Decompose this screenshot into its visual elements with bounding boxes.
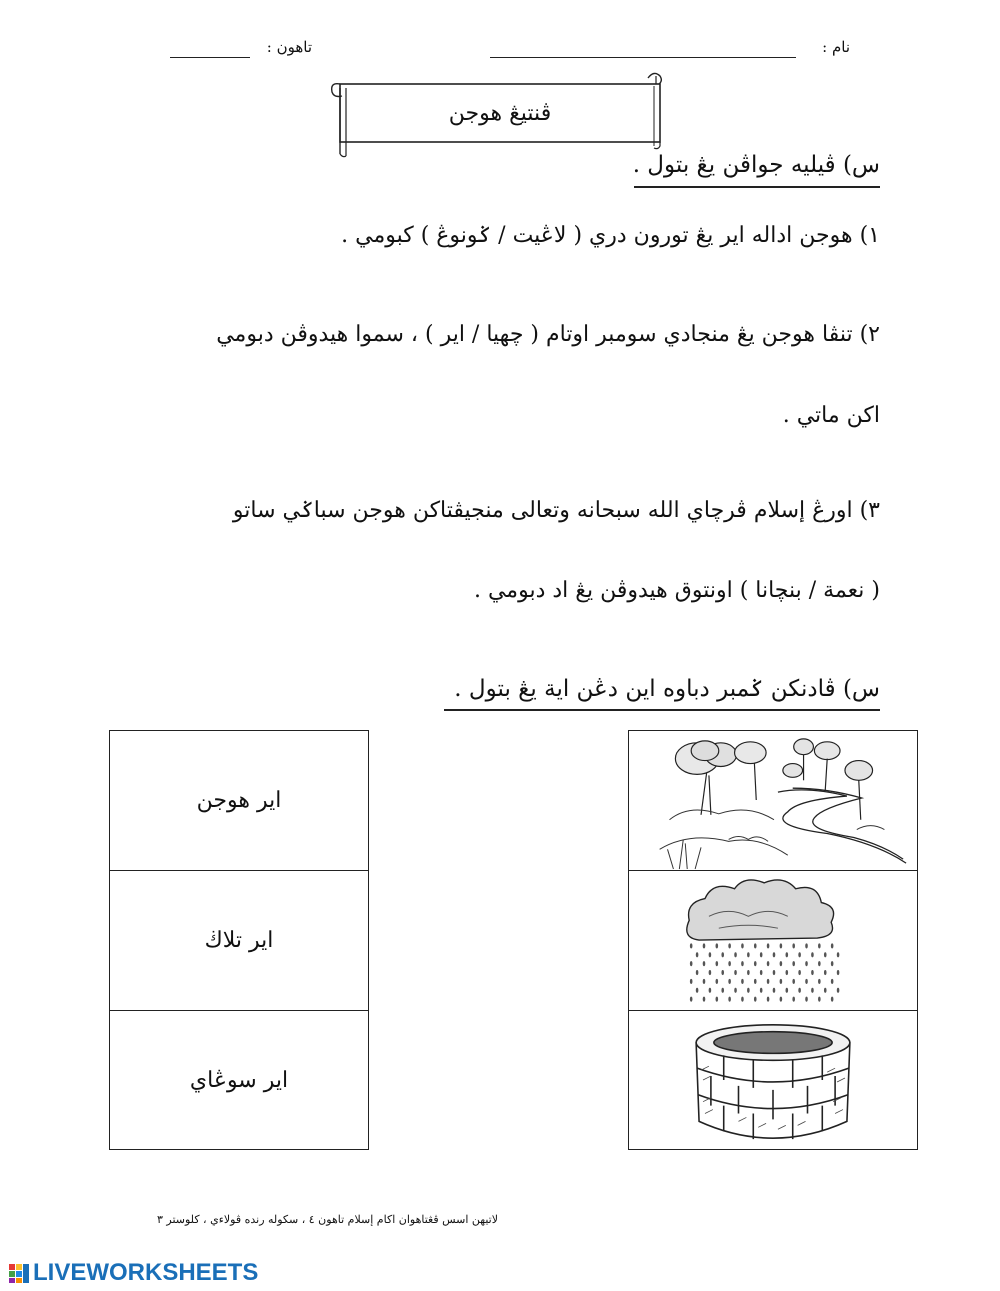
- rain-drop: [741, 943, 744, 948]
- rain-drop: [811, 952, 814, 957]
- rain-drop: [734, 952, 737, 957]
- river-scene-picture: [629, 731, 917, 870]
- rain-drop: [703, 997, 706, 1002]
- rain-drop: [798, 952, 801, 957]
- question-3-line-2: ( نعمة / بنچانا ) اونتوق هيدوڤن يڠ اد دبومي .: [473, 578, 880, 603]
- rain-drop: [792, 979, 795, 984]
- rain-drop: [811, 970, 814, 975]
- rain-drop: [760, 952, 763, 957]
- rain-drop: [831, 961, 834, 966]
- rain-drop: [786, 952, 789, 957]
- rain-drop: [805, 997, 808, 1002]
- rain-drop: [721, 970, 724, 975]
- question-1-line-1: ١) هوجن اداله اير يڠ تورون دري ( لاڠيت / ݢونوڠ ) كبومي .: [341, 223, 880, 248]
- section-2-underline: [444, 709, 880, 711]
- brand-name: LIVEWORKSHEETS: [33, 1259, 259, 1286]
- name-label: نام :: [822, 38, 850, 56]
- rain-drop: [767, 943, 770, 948]
- rain-drop: [837, 952, 840, 957]
- rain-drop: [767, 979, 770, 984]
- rain-drop: [831, 979, 834, 984]
- footer-source-note: لاتيهن اسس ڤڠتاهوان اكام إسلام تاهون ٤ ، سكوله رنده ڤولاءي ، كلوستر ٣: [156, 1213, 498, 1226]
- match-word-box-1[interactable]: [109, 730, 369, 871]
- rain-drop: [721, 952, 724, 957]
- rain-drop: [754, 997, 757, 1002]
- rain-drop: [798, 988, 801, 993]
- rain-drop: [747, 952, 750, 957]
- rain-drop: [741, 997, 744, 1002]
- rain-drop: [754, 961, 757, 966]
- match-picture-box-2[interactable]: [628, 870, 918, 1011]
- match-word-box-3[interactable]: [109, 1010, 369, 1150]
- question-2-line-1: ٢) تنڤا هوجن يڠ منجادي سومبر اوتام ( چهيا / اير ) ، سموا هيدوڤن دبومي: [216, 322, 880, 347]
- rain-drop: [773, 970, 776, 975]
- rain-drop: [741, 961, 744, 966]
- rain-drop: [786, 970, 789, 975]
- year-field-line[interactable]: [170, 57, 250, 58]
- rain-drops: [690, 943, 839, 1001]
- match-picture-box-3[interactable]: [628, 1010, 918, 1150]
- section-1-heading: س) ڤيليه جواڤن يڠ بتول .: [632, 152, 880, 178]
- rain-drop: [734, 970, 737, 975]
- rain-cloud-picture: [629, 871, 917, 1010]
- rain-drop: [780, 943, 783, 948]
- rain-drop: [792, 997, 795, 1002]
- rain-drop: [837, 970, 840, 975]
- rain-drop: [818, 961, 821, 966]
- section-1-underline: [634, 186, 880, 188]
- name-field-line[interactable]: [490, 57, 796, 58]
- match-word-box-2[interactable]: [109, 870, 369, 1011]
- rain-drop: [792, 943, 795, 948]
- rain-drop: [747, 970, 750, 975]
- rain-drop: [690, 961, 693, 966]
- rain-drop: [760, 988, 763, 993]
- rain-drop: [703, 979, 706, 984]
- match-word-3: اير سوڠاي: [189, 1067, 289, 1093]
- rain-drop: [716, 943, 719, 948]
- rain-drop: [754, 943, 757, 948]
- rain-drop: [709, 988, 712, 993]
- match-picture-box-1[interactable]: [628, 730, 918, 871]
- match-word-2: اير تلاڬ: [204, 928, 274, 953]
- rain-drop: [703, 961, 706, 966]
- rain-drop: [721, 988, 724, 993]
- rain-drop: [792, 961, 795, 966]
- rain-drop: [773, 988, 776, 993]
- rain-drop: [716, 997, 719, 1002]
- rain-drop: [805, 961, 808, 966]
- rain-drop: [818, 943, 821, 948]
- rain-drop: [696, 988, 699, 993]
- rain-drop: [716, 961, 719, 966]
- worksheet-title: ڤنتيڠ هوجن: [448, 101, 552, 126]
- rain-drop: [831, 943, 834, 948]
- rain-drop: [767, 997, 770, 1002]
- rain-drop: [798, 970, 801, 975]
- rain-drop: [824, 970, 827, 975]
- water-well-picture: [629, 1011, 917, 1149]
- rain-drop: [780, 961, 783, 966]
- rain-drop: [728, 943, 731, 948]
- rain-drop: [747, 988, 750, 993]
- rain-drop: [824, 988, 827, 993]
- question-3-line-1: ٣) اورڠ إسلام ڤرچاي الله سبحانه وتعالى منجيڤتاكن هوجن سباݢي ساتو: [232, 498, 880, 523]
- rain-drop: [805, 943, 808, 948]
- rain-drop: [728, 979, 731, 984]
- rain-drop: [767, 961, 770, 966]
- rain-drop: [709, 952, 712, 957]
- rain-drop: [780, 979, 783, 984]
- section-2-heading: س) ڤادنكن ݢمبر دباوه اين دڠن اية يڠ بتول .: [454, 676, 880, 702]
- rain-drop: [805, 979, 808, 984]
- rain-drop: [703, 943, 706, 948]
- year-label: تاهون :: [266, 38, 312, 56]
- rain-drop: [818, 997, 821, 1002]
- rain-drop: [690, 997, 693, 1002]
- rain-drop: [716, 979, 719, 984]
- match-word-1: اير هوجن: [196, 788, 282, 813]
- brand-bar[interactable]: [8, 1258, 258, 1288]
- rain-drop: [780, 997, 783, 1002]
- rain-drop: [760, 970, 763, 975]
- rain-drop: [837, 988, 840, 993]
- rain-drop: [741, 979, 744, 984]
- rain-drop: [754, 979, 757, 984]
- rain-drop: [811, 988, 814, 993]
- rain-drop: [696, 952, 699, 957]
- question-2-line-2: اكن ماتي .: [782, 403, 880, 428]
- rain-drop: [728, 961, 731, 966]
- rain-drop: [831, 997, 834, 1002]
- rain-drop: [824, 952, 827, 957]
- rain-drop: [786, 988, 789, 993]
- rain-drop: [734, 988, 737, 993]
- rain-drop: [696, 970, 699, 975]
- rain-drop: [709, 970, 712, 975]
- rain-drop: [690, 979, 693, 984]
- liveworksheets-logo-icon: [8, 1262, 30, 1284]
- rain-drop: [728, 997, 731, 1002]
- rain-drop: [818, 979, 821, 984]
- rain-drop: [690, 943, 693, 948]
- rain-drop: [773, 952, 776, 957]
